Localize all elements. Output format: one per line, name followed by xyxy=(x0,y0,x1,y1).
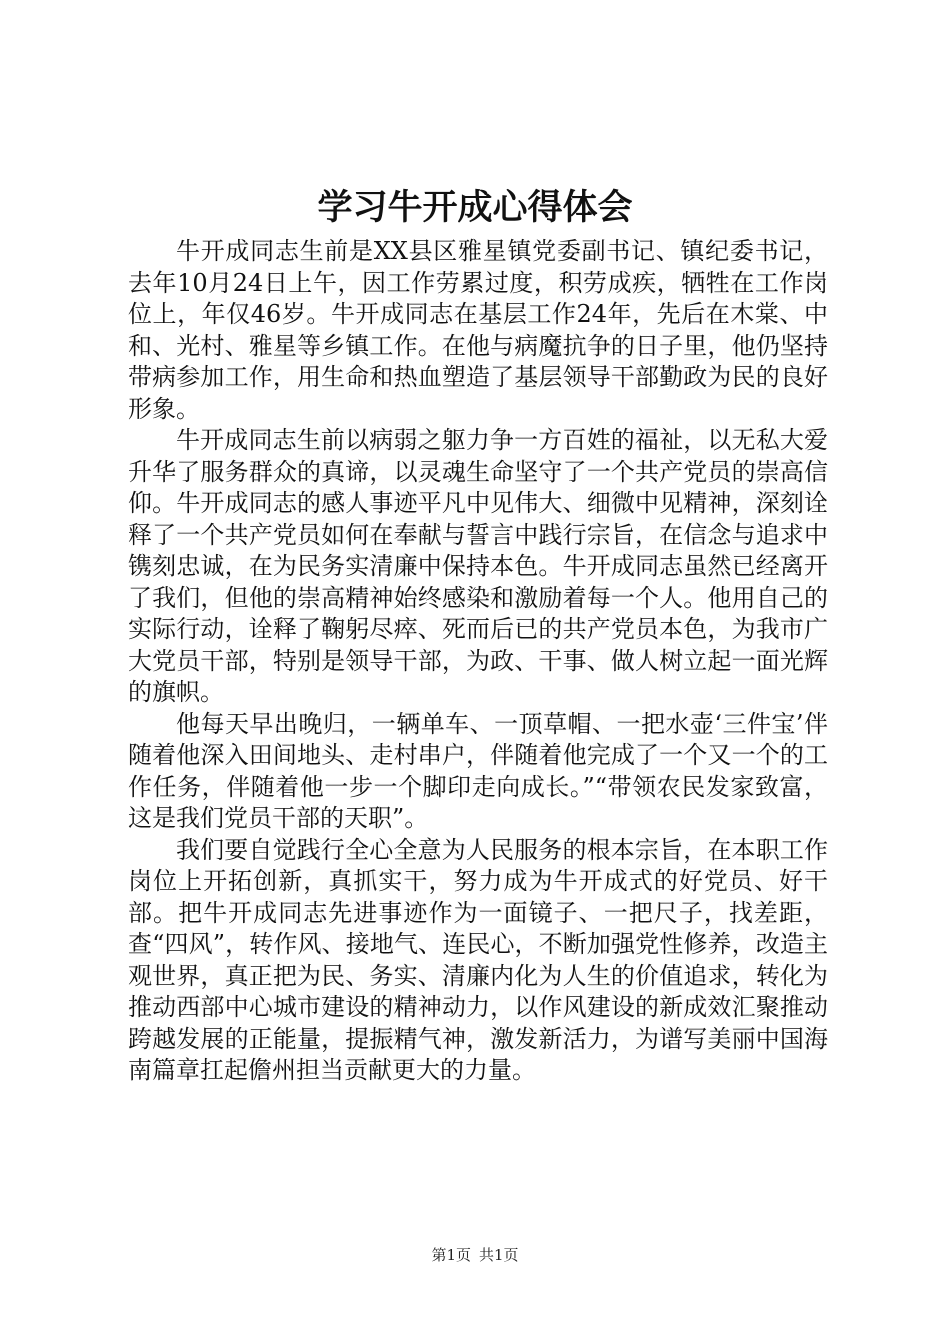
document-body xyxy=(128,236,828,1087)
page-total: 共1页 xyxy=(479,1246,519,1264)
page-number: 第1页 xyxy=(431,1246,471,1264)
document-title: 学习牛开成心得体会 xyxy=(317,188,633,228)
paragraph-3: 他每天早出晚归，一辆单车、一顶草帽、一把水壶‘三件宝’伴随着他深入田间地头、走村串户，伴随着他完成了一个又一个的工作任务，伴随着他一步一个脚印走向成长。”“带领农民发家致富，这是我们党员干部的天职”。 xyxy=(128,709,828,832)
paragraph-1: 牛开成同志生前是XX县区雅星镇党委副书记、镇纪委书记，去年10月24日上午，因工作劳累过度，积劳成疾，牺牲在工作岗位上，年仅46岁。牛开成同志在基层工作24年，先后在木棠、中和、光村、雅星等乡镇工作。在他与病魔抗争的日子里，他仍坚持带病参加工作，用生命和热血塑造了基层领导干部勤政为民的良好形象。 xyxy=(128,237,828,423)
page-footer xyxy=(0,1244,950,1266)
paragraph-2: 牛开成同志生前以病弱之躯力争一方百姓的福祉，以无私大爱升华了服务群众的真谛，以灵魂生命坚守了一个共产党员的崇高信仰。牛开成同志的感人事迹平凡中见伟大、细微中见精神，深刻诠释了一个共产党员如何在奉献与誓言中践行宗旨，在信念与追求中镌刻忠诚，在为民务实清廉中保持本色。牛开成同志虽然已经离开了我们，但他的崇高精神始终感染和激励着每一个人。他用自己的实际行动，诠释了鞠躬尽瘁、死而后已的共产党员本色，为我市广大党员干部，特别是领导干部，为政、干事、做人树立起一面光辉的旗帜。 xyxy=(128,426,828,706)
paragraph-4: 我们要自觉践行全心全意为人民服务的根本宗旨，在本职工作岗位上开拓创新，真抓实干，努力成为牛开成式的好党员、好干部。把牛开成同志先进事迹作为一面镜子、一把尺子，找差距，查“四风”，转作风、接地气、连民心，不断加强党性修养，改造主观世界，真正把为民、务实、清廉内化为人生的价值追求，转化为推动西部中心城市建设的精神动力，以作风建设的新成效汇聚推动跨越发展的正能量，提振精气神，激发新活力，为谱写美丽中国海南篇章扛起儋州担当贡献更大的力量。 xyxy=(128,835,828,1084)
